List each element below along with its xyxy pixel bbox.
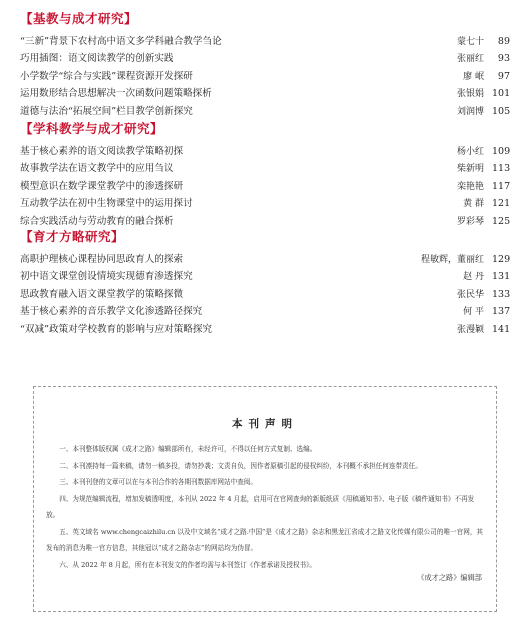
entry-title: 巧用插图：语文阅读教学的创新实践 <box>20 53 174 65</box>
entry-page: 141 <box>492 323 511 335</box>
entry-author: 刘润博 <box>456 106 484 117</box>
entry-page: 101 <box>492 88 511 100</box>
entry-title: 综合实践活动与劳动教育的融合探析 <box>20 215 174 227</box>
entry-page: 125 <box>492 215 511 227</box>
entry-title: 基于核心素养的音乐教学文化渗透路径探究 <box>20 306 203 318</box>
section-heading: 【基教与成才研究】 <box>20 11 138 26</box>
toc-entry[interactable] <box>20 195 510 212</box>
toc-entry[interactable] <box>20 68 510 85</box>
statement-title: 本刊声明 <box>232 418 298 430</box>
section-subject-teaching <box>20 118 510 230</box>
toc-entry[interactable] <box>20 268 510 285</box>
toc-entry[interactable] <box>20 321 510 338</box>
entry-page: 131 <box>492 271 511 283</box>
entry-title: 初中语文课堂创设情境实现德育渗透探究 <box>20 271 193 283</box>
statement-item: 一、本刊整体版权属《成才之路》编辑部所有，未经许可，不得以任何方式复制、选编。 <box>59 445 317 453</box>
entry-page: 93 <box>497 53 510 65</box>
entry-author: 张丽红 <box>456 54 484 65</box>
entry-title: “双减”政策对学校教育的影响与应对策略探究 <box>20 323 213 335</box>
statement-item: 二、本刊凛持每一篇来稿，请勿一稿多投，请勿抄袭；文责自负，因作者原稿引起的侵权纠纷，本刊概不承担任何连带责任。 <box>59 461 422 470</box>
entry-title: 小学数学“综合与实践”课程资源开发探研 <box>20 70 193 82</box>
entry-author: 罗彩琴 <box>456 216 484 227</box>
entry-author: 张银娟 <box>456 89 484 100</box>
entry-author: 张漫颖 <box>456 324 484 335</box>
section-heading: 【学科教学与成才研究】 <box>20 121 164 136</box>
entry-author: 张民华 <box>456 289 484 300</box>
entry-author: 廖 岷 <box>463 71 484 82</box>
entry-page: 137 <box>492 306 511 318</box>
toc-entry[interactable] <box>20 85 510 102</box>
entry-author: 程敏辉，董丽红 <box>420 255 484 265</box>
editorial-signature: 《成才之路》编辑部 <box>417 573 482 582</box>
entry-page: 105 <box>492 105 511 117</box>
toc-entry[interactable] <box>20 178 510 195</box>
section-basic-education <box>20 8 510 120</box>
entry-title: 高职护理核心课程协同思政育人的探索 <box>20 254 184 265</box>
entry-author: 黄 群 <box>463 199 484 210</box>
entry-author: 蒙七十 <box>456 37 484 47</box>
entry-page: 97 <box>497 70 510 82</box>
toc-entry[interactable] <box>20 160 510 177</box>
toc-entry[interactable] <box>20 50 510 67</box>
entry-author: 杨小红 <box>456 147 484 157</box>
toc-entry[interactable] <box>20 303 510 320</box>
toc-entry[interactable] <box>20 251 510 268</box>
statement-item: 六、从 2022 年 8 月起，所有在本刊发文的作者均需与本刊签订《作者承诺及授权书》。 <box>59 560 317 569</box>
entry-title: 基于核心素养的语文阅读教学策略初探 <box>20 146 184 157</box>
statement-item: 三、本刊刊登的文章可以在与本刊合作的各期刊数据库网站中查阅。 <box>59 478 257 486</box>
entry-author: 柴新明 <box>456 164 484 175</box>
entry-page: 113 <box>492 163 511 175</box>
entry-author: 何 平 <box>463 307 484 318</box>
entry-author: 栾艳艳 <box>456 181 484 192</box>
entry-title: 思政教育融入语文课堂教学的策略探微 <box>20 288 184 300</box>
section-heading: 【育才方略研究】 <box>20 229 125 244</box>
statement-item: 四、为规范编辑流程，增加发稿透明度，本刊从 2022 年 4 月起，启用可在官网查询的新版纸质《用稿通知书》、电子版《稿件通知书》不再发放。 <box>46 494 475 519</box>
toc-entry[interactable] <box>20 286 510 303</box>
entry-page: 133 <box>492 288 511 300</box>
entry-title: 模型意识在数学课堂教学中的渗透探研 <box>20 180 184 192</box>
entry-title: 互动教学法在初中生物课堂中的运用探讨 <box>20 198 193 210</box>
entry-page: 129 <box>492 254 511 265</box>
entry-title: 故事教学法在语文教学中的应用刍议 <box>20 163 174 175</box>
toc-entry[interactable] <box>20 143 510 160</box>
entry-author: 赵 丹 <box>463 272 484 283</box>
entry-title: 运用数形结合思想解决一次函数问题策略探析 <box>20 88 212 100</box>
entry-page: 121 <box>492 198 511 210</box>
journal-statement-box <box>33 386 497 612</box>
entry-page: 117 <box>492 180 511 192</box>
section-talent-strategy <box>20 226 510 338</box>
statement-item: 五、英文域名 www.chengcaizhilu.cn 以及中文域名“成才之路.中国”是《成才之路》杂志和黑龙江省成才之路文化传媒有限公司的唯一官网，其发布的消息为唯一官方信息，其他冠以“成才之路杂志”的网站均为伪冒。 <box>46 527 484 552</box>
toc-entry[interactable] <box>20 33 510 50</box>
entry-title: “三新”背景下农村高中语文多学科融合教学刍论 <box>20 36 222 47</box>
entry-page: 109 <box>492 146 511 157</box>
entry-title: 道德与法治“拓展空间”栏目教学创新探究 <box>20 105 193 117</box>
entry-page: 89 <box>497 36 510 47</box>
